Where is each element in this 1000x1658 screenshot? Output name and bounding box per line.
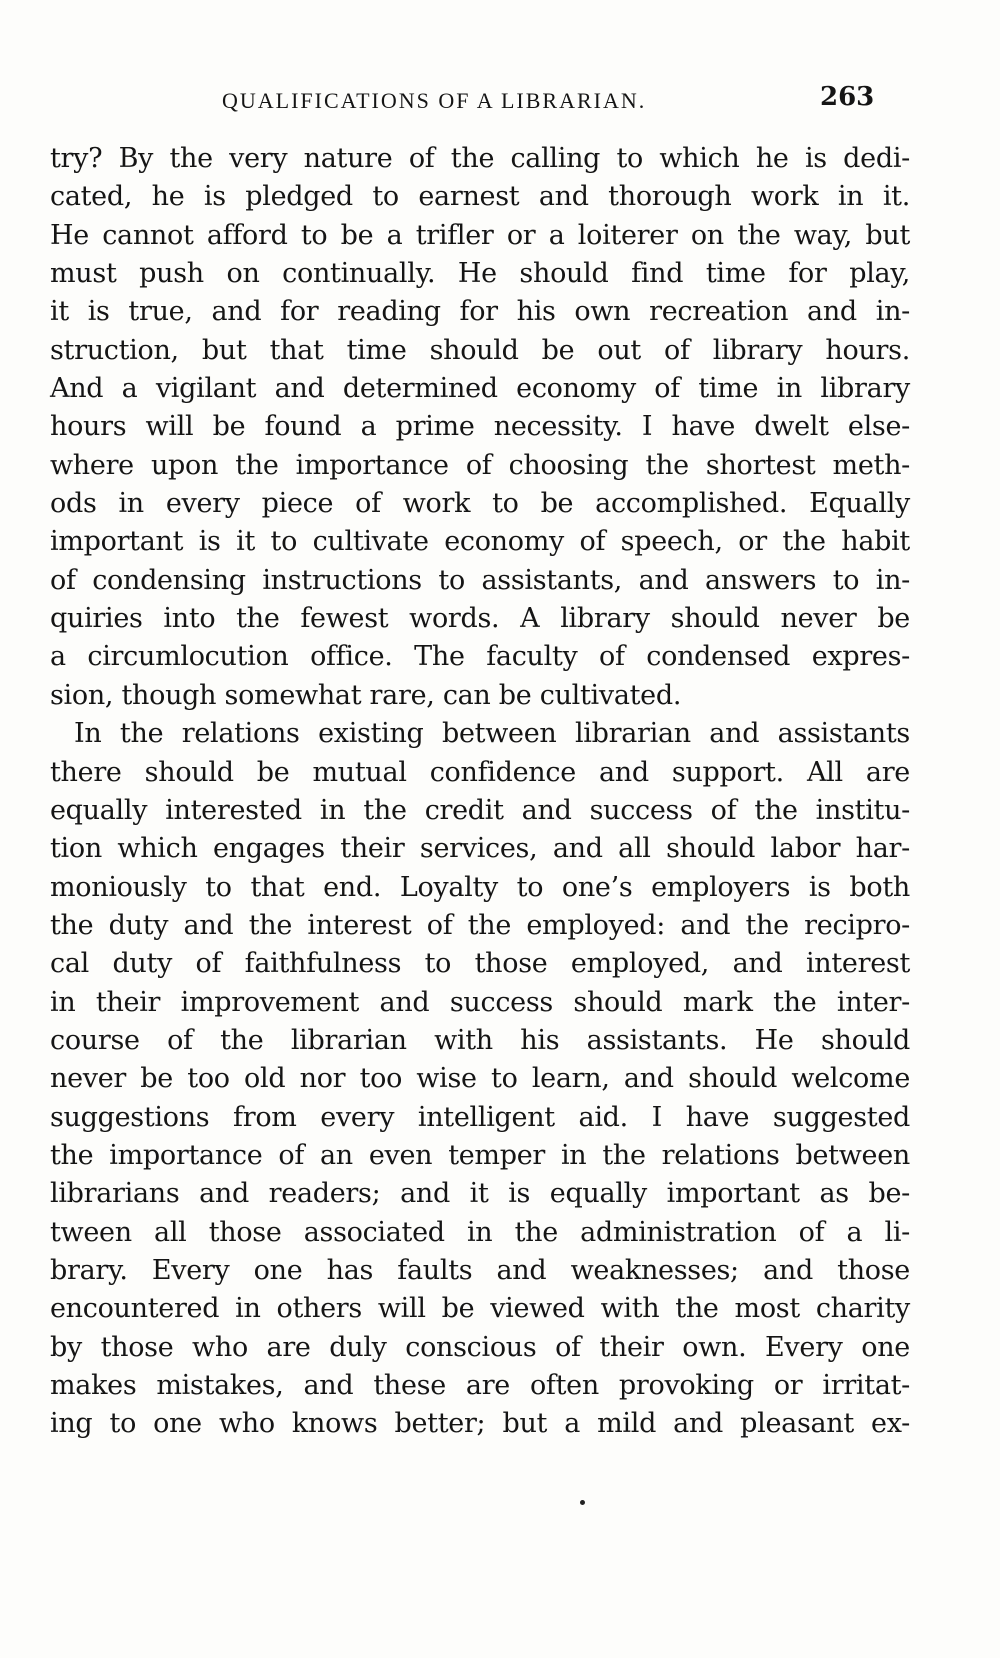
text-line: He cannot afford to be a trifler or a loiterer on the way, but [50, 219, 910, 251]
text-line: In the relations existing between librarian and assistants [74, 718, 910, 750]
text-line: it is true, and for reading for his own recreation and in- [50, 296, 910, 328]
text-line: the duty and the interest of the employed: and the recipro- [50, 909, 910, 941]
text-line: moniously to that end. Loyalty to one’s employers is both [50, 871, 910, 903]
text-line: sion, though somewhat rare, can be cultivated. [50, 679, 682, 711]
text-line: never be too old nor too wise to learn, and should welcome [50, 1063, 910, 1095]
text-line: librarians and readers; and it is equally important as be- [50, 1178, 910, 1210]
text-line: cated, he is pledged to earnest and thorough work in it. [50, 181, 910, 213]
text-line: encountered in others will be viewed with the most charity [50, 1293, 910, 1325]
text-line: brary. Every one has faults and weaknesses; and those [50, 1254, 910, 1286]
text-line: makes mistakes, and these are often provoking or irritat- [50, 1370, 910, 1401]
text-line: try? By the very nature of the calling to which he is dedi- [50, 143, 910, 174]
text-line: hours will be found a prime necessity. I have dwelt else- [50, 411, 910, 443]
ink-speck [580, 1500, 585, 1505]
text-line: suggestions from every intelligent aid. I have suggested [50, 1101, 910, 1133]
text-line: ods in every piece of work to be accomplished. Equally [50, 488, 910, 520]
text-line: where upon the importance of choosing the shortest meth- [50, 449, 910, 481]
text-line: by those who are duly conscious of their own. Every one [50, 1331, 910, 1363]
text-line: important is it to cultivate economy of speech, or the habit [50, 526, 910, 558]
text-line: And a vigilant and determined economy of time in library [50, 373, 910, 405]
page-number: 263 [820, 82, 875, 112]
text-line: a circumlocution office. The faculty of condensed expres- [50, 641, 910, 673]
text-line: quiries into the fewest words. A library should never be [50, 603, 910, 635]
running-title: QUALIFICATIONS OF A LIBRARIAN. [222, 88, 647, 113]
running-head [0, 82, 1000, 122]
text-line: tween all those associated in the administration of a li- [50, 1216, 910, 1248]
text-line: ing to one who knows better; but a mild and pleasant ex- [50, 1408, 910, 1440]
text-line: struction, but that time should be out of library hours. [50, 334, 910, 366]
text-line: of condensing instructions to assistants, and answers to in- [50, 564, 910, 596]
text-line: in their improvement and success should mark the inter- [50, 986, 910, 1018]
text-line: there should be mutual confidence and support. All are [50, 756, 910, 788]
text-line: tion which engages their services, and all should labor har- [50, 833, 910, 865]
text-line: course of the librarian with his assistants. He should [50, 1024, 910, 1056]
text-line: must push on continually. He should find time for play, [50, 258, 910, 290]
text-line: the importance of an even temper in the relations between [50, 1139, 910, 1171]
text-line: cal duty of faithfulness to those employed, and interest [50, 948, 910, 980]
body-text [50, 140, 910, 1444]
text-line: equally interested in the credit and success of the institu- [50, 794, 910, 826]
